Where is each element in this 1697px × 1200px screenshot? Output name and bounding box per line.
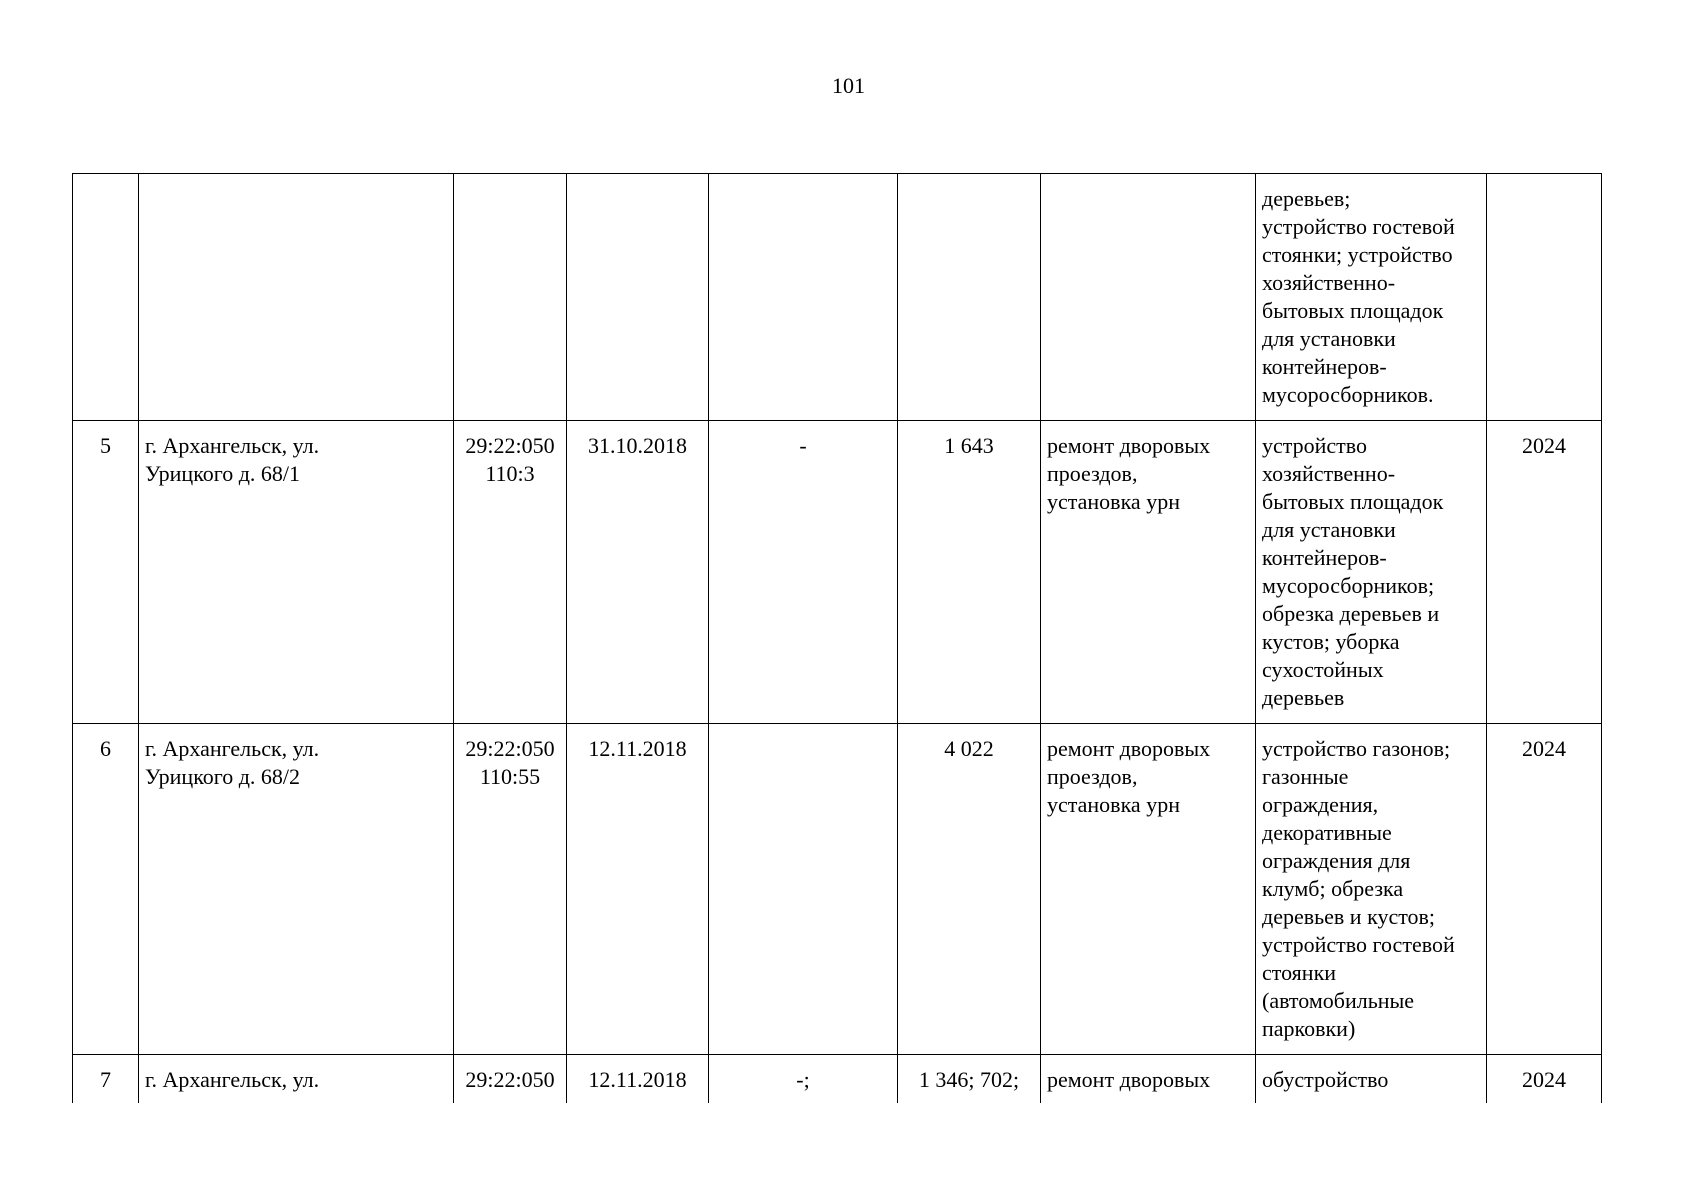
- cell-cadastral-number-line: 110:55: [479, 764, 541, 789]
- works-table: [72, 173, 1602, 1103]
- cell-extra-works-line: сухостойных: [1262, 657, 1384, 682]
- cell-col5: -;: [709, 1055, 898, 1104]
- cell-extra-works-line: клумб; обрезка: [1262, 876, 1404, 901]
- cell-extra-works-line: бытовых площадок: [1262, 298, 1444, 323]
- cell-extra-works-line: (автомобильные: [1262, 988, 1415, 1013]
- cell-extra-works-line: для установки: [1262, 326, 1396, 351]
- cell-extra-works-line: устройство гостевой: [1262, 214, 1455, 239]
- page-number: 101: [832, 73, 865, 98]
- cell-address-line: г. Архангельск, ул.: [145, 1067, 320, 1092]
- cell-extra-works: [1256, 724, 1487, 1055]
- cell-works-line: ремонт дворовых: [1047, 736, 1211, 761]
- cell-extra-works-line: мусоросборников;: [1262, 573, 1435, 598]
- cell-col5: -: [709, 421, 898, 724]
- cell-extra-works-line: бытовых площадок: [1262, 489, 1444, 514]
- cell-extra-works-line: для установки: [1262, 517, 1396, 542]
- cell-address: [139, 174, 454, 421]
- cell-extra-works-line: деревьев и кустов;: [1262, 904, 1436, 929]
- cell-extra-works-line: стоянки: [1262, 960, 1337, 985]
- cell-number: [73, 174, 139, 421]
- cell-area: 1 346; 702;: [898, 1055, 1041, 1104]
- cell-cadastral-number: [454, 1055, 567, 1104]
- cell-works: [1041, 174, 1256, 421]
- cell-address-line: г. Архангельск, ул.: [145, 736, 320, 761]
- cell-extra-works-line: ограждения,: [1262, 792, 1379, 817]
- cell-extra-works-line: устройство: [1262, 433, 1368, 458]
- cell-date: 12.11.2018: [567, 724, 709, 1055]
- cell-number: 7: [73, 1055, 139, 1104]
- cell-date: [567, 174, 709, 421]
- cell-works-line: установка урн: [1047, 489, 1180, 514]
- cell-year: 2024: [1487, 724, 1602, 1055]
- cell-extra-works-line: устройство гостевой: [1262, 932, 1455, 957]
- table-row: [73, 724, 1602, 1055]
- cell-cadastral-number: [454, 421, 567, 724]
- cell-col5: [709, 724, 898, 1055]
- cell-works: [1041, 1055, 1256, 1104]
- cell-address-line: г. Архангельск, ул.: [145, 433, 320, 458]
- table-row: [73, 174, 1602, 421]
- cell-year: 2024: [1487, 421, 1602, 724]
- cell-extra-works-line: хозяйственно-: [1262, 461, 1396, 486]
- cell-extra-works-line: контейнеров-: [1262, 545, 1387, 570]
- cell-works-line: проездов,: [1047, 764, 1138, 789]
- cell-extra-works-line: хозяйственно-: [1262, 270, 1396, 295]
- cell-extra-works-line: контейнеров-: [1262, 354, 1387, 379]
- cell-cadastral-number: [454, 174, 567, 421]
- cell-extra-works: [1256, 421, 1487, 724]
- cell-year: [1487, 174, 1602, 421]
- cell-address: [139, 724, 454, 1055]
- cell-area: 1 643: [898, 421, 1041, 724]
- cell-area: 4 022: [898, 724, 1041, 1055]
- cell-extra-works-line: деревьев;: [1262, 186, 1351, 211]
- cell-works-line: ремонт дворовых: [1047, 1067, 1211, 1092]
- cell-extra-works-line: ограждения для: [1262, 848, 1411, 873]
- cell-extra-works: [1256, 1055, 1487, 1104]
- cell-extra-works: [1256, 174, 1487, 421]
- cell-number: 5: [73, 421, 139, 724]
- cell-extra-works-line: декоративные: [1262, 820, 1392, 845]
- cell-area: [898, 174, 1041, 421]
- cell-extra-works-line: кустов; уборка: [1262, 629, 1400, 654]
- table-body: [73, 174, 1602, 1104]
- cell-number: 6: [73, 724, 139, 1055]
- cell-address: [139, 1055, 454, 1104]
- cell-col5: [709, 174, 898, 421]
- cell-works: [1041, 724, 1256, 1055]
- cell-works: [1041, 421, 1256, 724]
- cell-cadastral-number-line: 29:22:050: [465, 433, 555, 458]
- cell-date: 31.10.2018: [567, 421, 709, 724]
- cell-works-line: ремонт дворовых: [1047, 433, 1211, 458]
- table-row: [73, 1055, 1602, 1104]
- cell-year: 2024: [1487, 1055, 1602, 1104]
- cell-extra-works-line: обрезка деревьев и: [1262, 601, 1440, 626]
- cell-cadastral-number-line: 29:22:050: [465, 736, 555, 761]
- cell-cadastral-number-line: 110:3: [485, 461, 535, 486]
- cell-works-line: установка урн: [1047, 792, 1180, 817]
- cell-extra-works-line: деревьев: [1262, 685, 1345, 710]
- cell-extra-works-line: мусоросборников.: [1262, 382, 1434, 407]
- cell-address: [139, 421, 454, 724]
- cell-extra-works-line: парковки): [1262, 1016, 1356, 1041]
- cell-extra-works-line: стоянки; устройство: [1262, 242, 1453, 267]
- table-row: [73, 421, 1602, 724]
- cell-cadastral-number: [454, 724, 567, 1055]
- cell-works-line: проездов,: [1047, 461, 1138, 486]
- cell-cadastral-number-line: 29:22:050: [465, 1067, 555, 1092]
- cell-extra-works-line: устройство газонов;: [1262, 736, 1451, 761]
- cell-date: 12.11.2018: [567, 1055, 709, 1104]
- cell-address-line: Урицкого д. 68/1: [145, 461, 301, 486]
- cell-address-line: Урицкого д. 68/2: [145, 764, 301, 789]
- cell-extra-works-line: газонные: [1262, 764, 1349, 789]
- cell-extra-works-line: обустройство: [1262, 1067, 1389, 1092]
